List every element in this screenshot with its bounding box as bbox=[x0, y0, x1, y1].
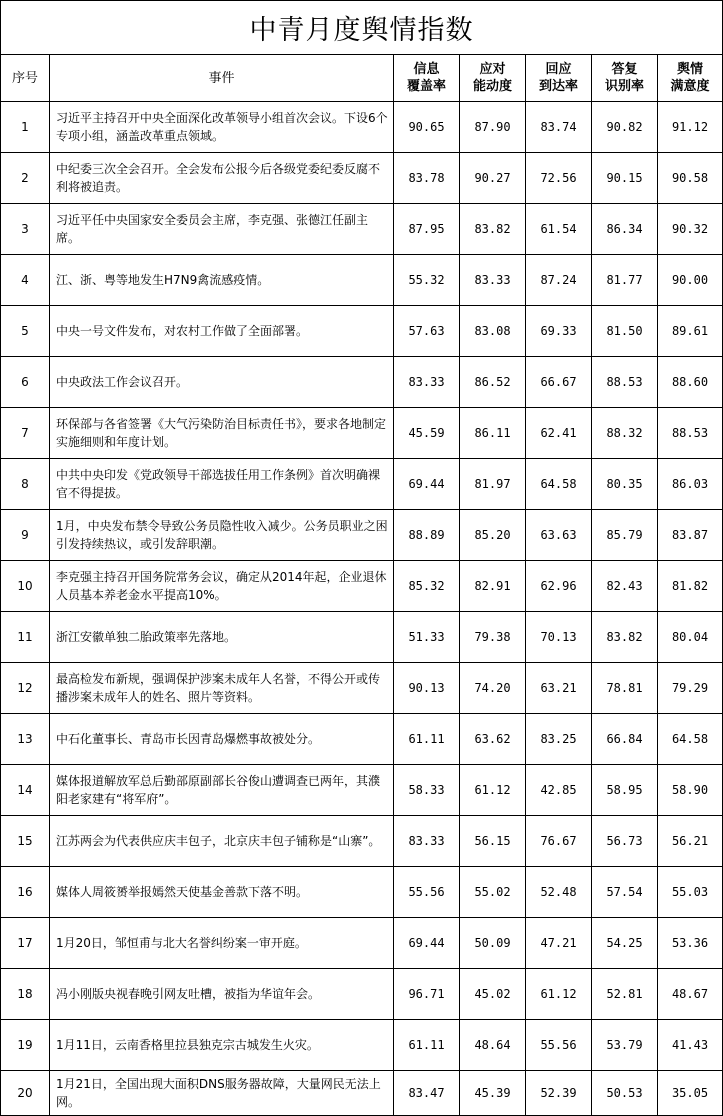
score-cell: 47.21 bbox=[526, 918, 592, 969]
event-cell: 李克强主持召开国务院常务会议，确定从2014年起，企业退休人员基本养老金水平提高10%。 bbox=[50, 561, 394, 612]
score-cell: 56.73 bbox=[592, 816, 658, 867]
score-cell: 83.25 bbox=[526, 714, 592, 765]
row-index-cell: 9 bbox=[1, 510, 50, 561]
event-cell: 浙江安徽单独二胎政策率先落地。 bbox=[50, 612, 394, 663]
score-cell: 86.34 bbox=[592, 204, 658, 255]
table-row bbox=[1, 816, 723, 867]
score-cell: 45.39 bbox=[460, 1071, 526, 1116]
score-cell: 61.11 bbox=[394, 1020, 460, 1071]
row-index-cell: 20 bbox=[1, 1071, 50, 1116]
event-cell: 中纪委三次全会召开。全会发布公报今后各级党委纪委反腐不利将被追责。 bbox=[50, 153, 394, 204]
score-cell: 52.81 bbox=[592, 969, 658, 1020]
event-cell: 环保部与各省签署《大气污染防治目标责任书》，要求各地制定实施细则和年度计划。 bbox=[50, 408, 394, 459]
score-cell: 62.41 bbox=[526, 408, 592, 459]
score-cell: 81.77 bbox=[592, 255, 658, 306]
score-cell: 87.95 bbox=[394, 204, 460, 255]
score-cell: 83.33 bbox=[394, 816, 460, 867]
score-cell: 61.54 bbox=[526, 204, 592, 255]
event-cell: 中共中央印发《党政领导干部选拔任用工作条例》首次明确裸官不得提拔。 bbox=[50, 459, 394, 510]
row-index-cell: 5 bbox=[1, 306, 50, 357]
header-recognition: 答复 识别率 bbox=[592, 55, 658, 102]
event-cell: 江、浙、粤等地发生H7N9禽流感疫情。 bbox=[50, 255, 394, 306]
score-cell: 56.15 bbox=[460, 816, 526, 867]
score-cell: 52.48 bbox=[526, 867, 592, 918]
score-cell: 96.71 bbox=[394, 969, 460, 1020]
score-cell: 58.90 bbox=[658, 765, 723, 816]
score-cell: 63.21 bbox=[526, 663, 592, 714]
score-cell: 83.82 bbox=[460, 204, 526, 255]
score-cell: 83.08 bbox=[460, 306, 526, 357]
score-cell: 58.95 bbox=[592, 765, 658, 816]
score-cell: 81.97 bbox=[460, 459, 526, 510]
score-cell: 61.11 bbox=[394, 714, 460, 765]
score-cell: 87.24 bbox=[526, 255, 592, 306]
event-cell: 1月，中央发布禁令导致公务员隐性收入减少。公务员职业之困引发持续热议，或引发辞职潮。 bbox=[50, 510, 394, 561]
score-cell: 88.60 bbox=[658, 357, 723, 408]
score-cell: 90.13 bbox=[394, 663, 460, 714]
event-cell: 1月11日，云南香格里拉县独克宗古城发生火灾。 bbox=[50, 1020, 394, 1071]
score-cell: 69.44 bbox=[394, 918, 460, 969]
row-index-cell: 17 bbox=[1, 918, 50, 969]
row-index-cell: 6 bbox=[1, 357, 50, 408]
table-row bbox=[1, 765, 723, 816]
row-index-cell: 4 bbox=[1, 255, 50, 306]
score-cell: 85.79 bbox=[592, 510, 658, 561]
score-cell: 83.33 bbox=[460, 255, 526, 306]
event-cell: 习近平主持召开中央全面深化改革领导小组首次会议。下设6个专项小组，涵盖改革重点领域。 bbox=[50, 102, 394, 153]
score-cell: 85.32 bbox=[394, 561, 460, 612]
score-cell: 78.81 bbox=[592, 663, 658, 714]
score-cell: 89.61 bbox=[658, 306, 723, 357]
event-cell: 1月21日，全国出现大面积DNS服务器故障，大量网民无法上网。 bbox=[50, 1071, 394, 1116]
score-cell: 48.67 bbox=[658, 969, 723, 1020]
event-cell: 中石化董事长、青岛市长因青岛爆燃事故被处分。 bbox=[50, 714, 394, 765]
score-cell: 91.12 bbox=[658, 102, 723, 153]
event-cell: 中央政法工作会议召开。 bbox=[50, 357, 394, 408]
score-cell: 83.74 bbox=[526, 102, 592, 153]
table-row bbox=[1, 1071, 723, 1116]
score-cell: 90.65 bbox=[394, 102, 460, 153]
table-row bbox=[1, 918, 723, 969]
row-index-cell: 2 bbox=[1, 153, 50, 204]
event-cell: 最高检发布新规，强调保护涉案未成年人名誉，不得公开或传播涉案未成年人的姓名、照片等资料。 bbox=[50, 663, 394, 714]
score-cell: 86.03 bbox=[658, 459, 723, 510]
score-cell: 90.82 bbox=[592, 102, 658, 153]
score-cell: 64.58 bbox=[658, 714, 723, 765]
score-cell: 70.13 bbox=[526, 612, 592, 663]
score-cell: 55.03 bbox=[658, 867, 723, 918]
score-cell: 80.04 bbox=[658, 612, 723, 663]
header-response: 应对 能动度 bbox=[460, 55, 526, 102]
score-cell: 83.47 bbox=[394, 1071, 460, 1116]
score-cell: 69.33 bbox=[526, 306, 592, 357]
score-cell: 82.43 bbox=[592, 561, 658, 612]
event-cell: 媒体人周筱赟举报嫣然天使基金善款下落不明。 bbox=[50, 867, 394, 918]
table-header-row bbox=[1, 55, 723, 102]
table-row bbox=[1, 204, 723, 255]
row-index-cell: 12 bbox=[1, 663, 50, 714]
score-cell: 86.52 bbox=[460, 357, 526, 408]
score-cell: 48.64 bbox=[460, 1020, 526, 1071]
table-row bbox=[1, 306, 723, 357]
row-index-cell: 13 bbox=[1, 714, 50, 765]
score-cell: 90.32 bbox=[658, 204, 723, 255]
row-index-cell: 10 bbox=[1, 561, 50, 612]
row-index-cell: 18 bbox=[1, 969, 50, 1020]
score-cell: 55.02 bbox=[460, 867, 526, 918]
score-cell: 69.44 bbox=[394, 459, 460, 510]
score-cell: 51.33 bbox=[394, 612, 460, 663]
sheet-title: 中青月度舆情指数 bbox=[0, 0, 723, 54]
table-row bbox=[1, 561, 723, 612]
score-cell: 88.53 bbox=[658, 408, 723, 459]
score-cell: 62.96 bbox=[526, 561, 592, 612]
row-index-cell: 1 bbox=[1, 102, 50, 153]
event-cell: 冯小刚版央视春晚引网友吐槽，被指为华谊年会。 bbox=[50, 969, 394, 1020]
table-row bbox=[1, 663, 723, 714]
score-cell: 58.33 bbox=[394, 765, 460, 816]
table-row bbox=[1, 867, 723, 918]
score-cell: 55.32 bbox=[394, 255, 460, 306]
score-cell: 66.67 bbox=[526, 357, 592, 408]
score-cell: 85.20 bbox=[460, 510, 526, 561]
score-cell: 87.90 bbox=[460, 102, 526, 153]
score-cell: 41.43 bbox=[658, 1020, 723, 1071]
event-cell: 习近平任中央国家安全委员会主席，李克强、张德江任副主席。 bbox=[50, 204, 394, 255]
score-cell: 66.84 bbox=[592, 714, 658, 765]
row-index-cell: 15 bbox=[1, 816, 50, 867]
score-cell: 63.62 bbox=[460, 714, 526, 765]
score-cell: 64.58 bbox=[526, 459, 592, 510]
score-cell: 50.53 bbox=[592, 1071, 658, 1116]
header-satisfaction: 舆情 满意度 bbox=[658, 55, 723, 102]
score-cell: 55.56 bbox=[526, 1020, 592, 1071]
table-row bbox=[1, 510, 723, 561]
score-cell: 57.54 bbox=[592, 867, 658, 918]
header-coverage: 信息 覆盖率 bbox=[394, 55, 460, 102]
table-row bbox=[1, 969, 723, 1020]
row-index-cell: 11 bbox=[1, 612, 50, 663]
score-cell: 50.09 bbox=[460, 918, 526, 969]
score-cell: 83.82 bbox=[592, 612, 658, 663]
row-index-cell: 7 bbox=[1, 408, 50, 459]
event-cell: 1月20日，邹恒甫与北大名誉纠纷案一审开庭。 bbox=[50, 918, 394, 969]
score-cell: 82.91 bbox=[460, 561, 526, 612]
score-cell: 42.85 bbox=[526, 765, 592, 816]
score-cell: 57.63 bbox=[394, 306, 460, 357]
row-index-cell: 8 bbox=[1, 459, 50, 510]
score-cell: 55.56 bbox=[394, 867, 460, 918]
score-cell: 86.11 bbox=[460, 408, 526, 459]
score-cell: 90.15 bbox=[592, 153, 658, 204]
score-cell: 83.87 bbox=[658, 510, 723, 561]
score-cell: 45.59 bbox=[394, 408, 460, 459]
score-cell: 88.32 bbox=[592, 408, 658, 459]
score-cell: 81.50 bbox=[592, 306, 658, 357]
table-row bbox=[1, 255, 723, 306]
score-cell: 90.58 bbox=[658, 153, 723, 204]
score-cell: 79.38 bbox=[460, 612, 526, 663]
score-cell: 45.02 bbox=[460, 969, 526, 1020]
score-cell: 53.79 bbox=[592, 1020, 658, 1071]
table-row bbox=[1, 102, 723, 153]
score-cell: 88.53 bbox=[592, 357, 658, 408]
row-index-cell: 14 bbox=[1, 765, 50, 816]
header-index: 序号 bbox=[1, 55, 50, 102]
row-index-cell: 19 bbox=[1, 1020, 50, 1071]
score-cell: 79.29 bbox=[658, 663, 723, 714]
score-cell: 81.82 bbox=[658, 561, 723, 612]
score-cell: 83.33 bbox=[394, 357, 460, 408]
score-cell: 61.12 bbox=[460, 765, 526, 816]
score-cell: 56.21 bbox=[658, 816, 723, 867]
table-row bbox=[1, 1020, 723, 1071]
score-cell: 72.56 bbox=[526, 153, 592, 204]
score-cell: 53.36 bbox=[658, 918, 723, 969]
event-cell: 江苏两会为代表供应庆丰包子，北京庆丰包子铺称是“山寨”。 bbox=[50, 816, 394, 867]
table-row bbox=[1, 357, 723, 408]
header-event: 事件 bbox=[50, 55, 394, 102]
score-cell: 76.67 bbox=[526, 816, 592, 867]
score-cell: 88.89 bbox=[394, 510, 460, 561]
table-row bbox=[1, 612, 723, 663]
score-cell: 74.20 bbox=[460, 663, 526, 714]
score-cell: 90.27 bbox=[460, 153, 526, 204]
score-cell: 61.12 bbox=[526, 969, 592, 1020]
event-cell: 中央一号文件发布，对农村工作做了全面部署。 bbox=[50, 306, 394, 357]
table-row bbox=[1, 153, 723, 204]
score-cell: 35.05 bbox=[658, 1071, 723, 1116]
score-cell: 83.78 bbox=[394, 153, 460, 204]
table-row bbox=[1, 714, 723, 765]
row-index-cell: 16 bbox=[1, 867, 50, 918]
table-row bbox=[1, 408, 723, 459]
score-cell: 90.00 bbox=[658, 255, 723, 306]
table-row bbox=[1, 459, 723, 510]
score-cell: 52.39 bbox=[526, 1071, 592, 1116]
header-reach: 回应 到达率 bbox=[526, 55, 592, 102]
row-index-cell: 3 bbox=[1, 204, 50, 255]
score-cell: 63.63 bbox=[526, 510, 592, 561]
score-cell: 54.25 bbox=[592, 918, 658, 969]
table-body bbox=[1, 102, 723, 1116]
event-cell: 媒体报道解放军总后勤部原副部长谷俊山遭调查已两年，其濮阳老家建有“将军府”。 bbox=[50, 765, 394, 816]
score-cell: 80.35 bbox=[592, 459, 658, 510]
index-table bbox=[0, 54, 723, 1116]
